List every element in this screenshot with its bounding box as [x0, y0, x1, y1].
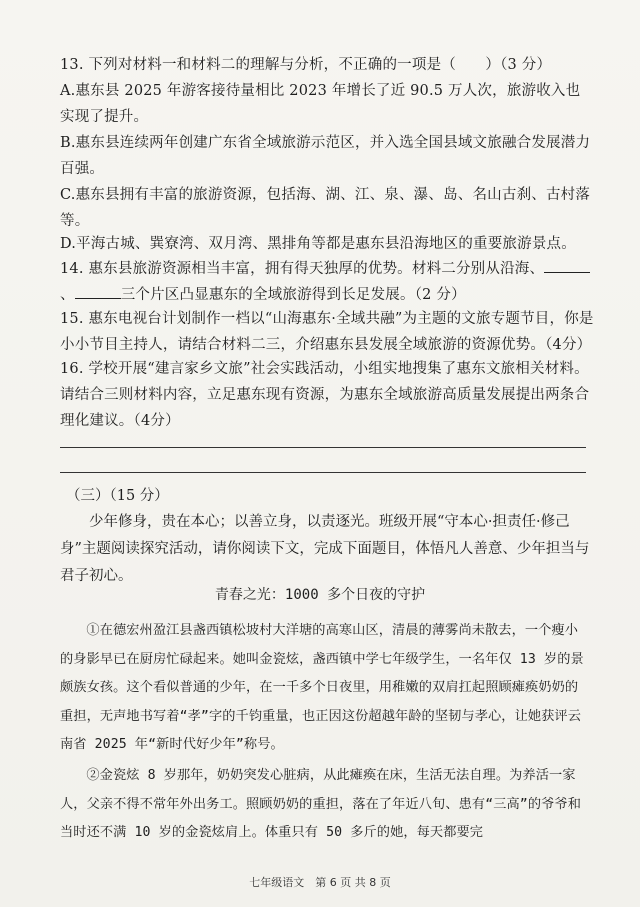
story-paragraph-1: ①在德宏州盈江县盏西镇松坡村大洋塘的高寒山区，清晨的薄雾尚未散去，一个瘦小的身影早已在厨房忙碌起来。她叫金瓷炫，盏西镇中学七年级学生，一名年仅 13 岁的景颇族女孩。这个看似普通的少年，在一千多个日夜里，用稚嫩的双肩扛起照顾瘫痪奶奶的重担，无声地书写着“孝”字的千钧重量，也正因这份超越年龄的坚韧与孝心，让她获评云南省 2025 年“新时代好少年”称号。 — [60, 623, 584, 752]
question-15: 15. 惠东电视台计划制作一档以“山海惠东·全域共融”为主题的文旅专题节目，你是小小节目主持人，请结合材料二三，介绍惠东县发展全域旅游的资源优势。（4分） — [60, 311, 594, 353]
answer-line-2[interactable] — [60, 472, 586, 473]
question-13-option-c: C.惠东县拥有丰富的旅游资源，包括海、湖、江、泉、瀑、岛、名山古刹、古村落等。 — [60, 187, 591, 229]
question-16: 16. 学校开展“建言家乡文旅”社会实践活动，小组实地搜集了惠东文旅相关材料。请结合三则材料内容，立足惠东现有资源，为惠东全域旅游高质量发展提出两条合理化建议。（4分） — [60, 361, 590, 429]
question-13-stem: 13. 下列对材料一和材料二的理解与分析，不正确的一项是（ ）（3 分） — [60, 57, 552, 73]
question-13-option-b: B.惠东县连续两年创建广东省全域旅游示范区，并入选全国县域文旅融合发展潜力百强。 — [60, 135, 591, 177]
question-14-text-a: 14. 惠东县旅游资源相当丰富，拥有得天独厚的优势。材料二分别从沿海、 — [60, 261, 545, 277]
blank-separator: 、 — [60, 287, 75, 303]
section-3-heading: （三）（15 分） — [66, 488, 169, 504]
story-title: 青春之光：1000 多个日夜的守护 — [214, 587, 426, 603]
question-14-text-b: 三个片区凸显惠东的全域旅游得到长足发展。（2 分） — [120, 287, 466, 303]
question-13-option-a: A.惠东县 2025 年游客接待量相比 2023 年增长了近 90.5 万人次，旅游收入也实现了提升。 — [60, 83, 581, 125]
question-14 — [60, 256, 595, 308]
answer-line-1[interactable] — [60, 447, 586, 448]
answer-blank-1[interactable] — [544, 258, 590, 273]
question-13-option-d: D.平海古城、巽寮湾、双月湾、黑排角等都是惠东县沿海地区的重要旅游景点。 — [60, 236, 576, 252]
answer-blank-2[interactable] — [75, 284, 121, 299]
section-3-intro: 少年修身，贵在本心；以善立身，以责逐光。班级开展“守本心·担责任·修己身”主题阅读探究活动，请你阅读下文，完成下面题目，体悟凡人善意、少年担当与君子初心。 — [60, 514, 590, 584]
story-paragraph-2: ②金瓷炫 8 岁那年，奶奶突发心脏病，从此瘫痪在床，生活无法自理。为养活一家人，父亲不得不常年外出务工。照顾奶奶的重担，落在了年近八旬、患有“三高”的爷爷和当时还不满 10 岁的金瓷炫肩上。体重只有 50 多斤的她，每天都要完 — [60, 768, 582, 840]
page-footer: 七年级语文 第 6 页 共 8 页 — [249, 876, 391, 889]
